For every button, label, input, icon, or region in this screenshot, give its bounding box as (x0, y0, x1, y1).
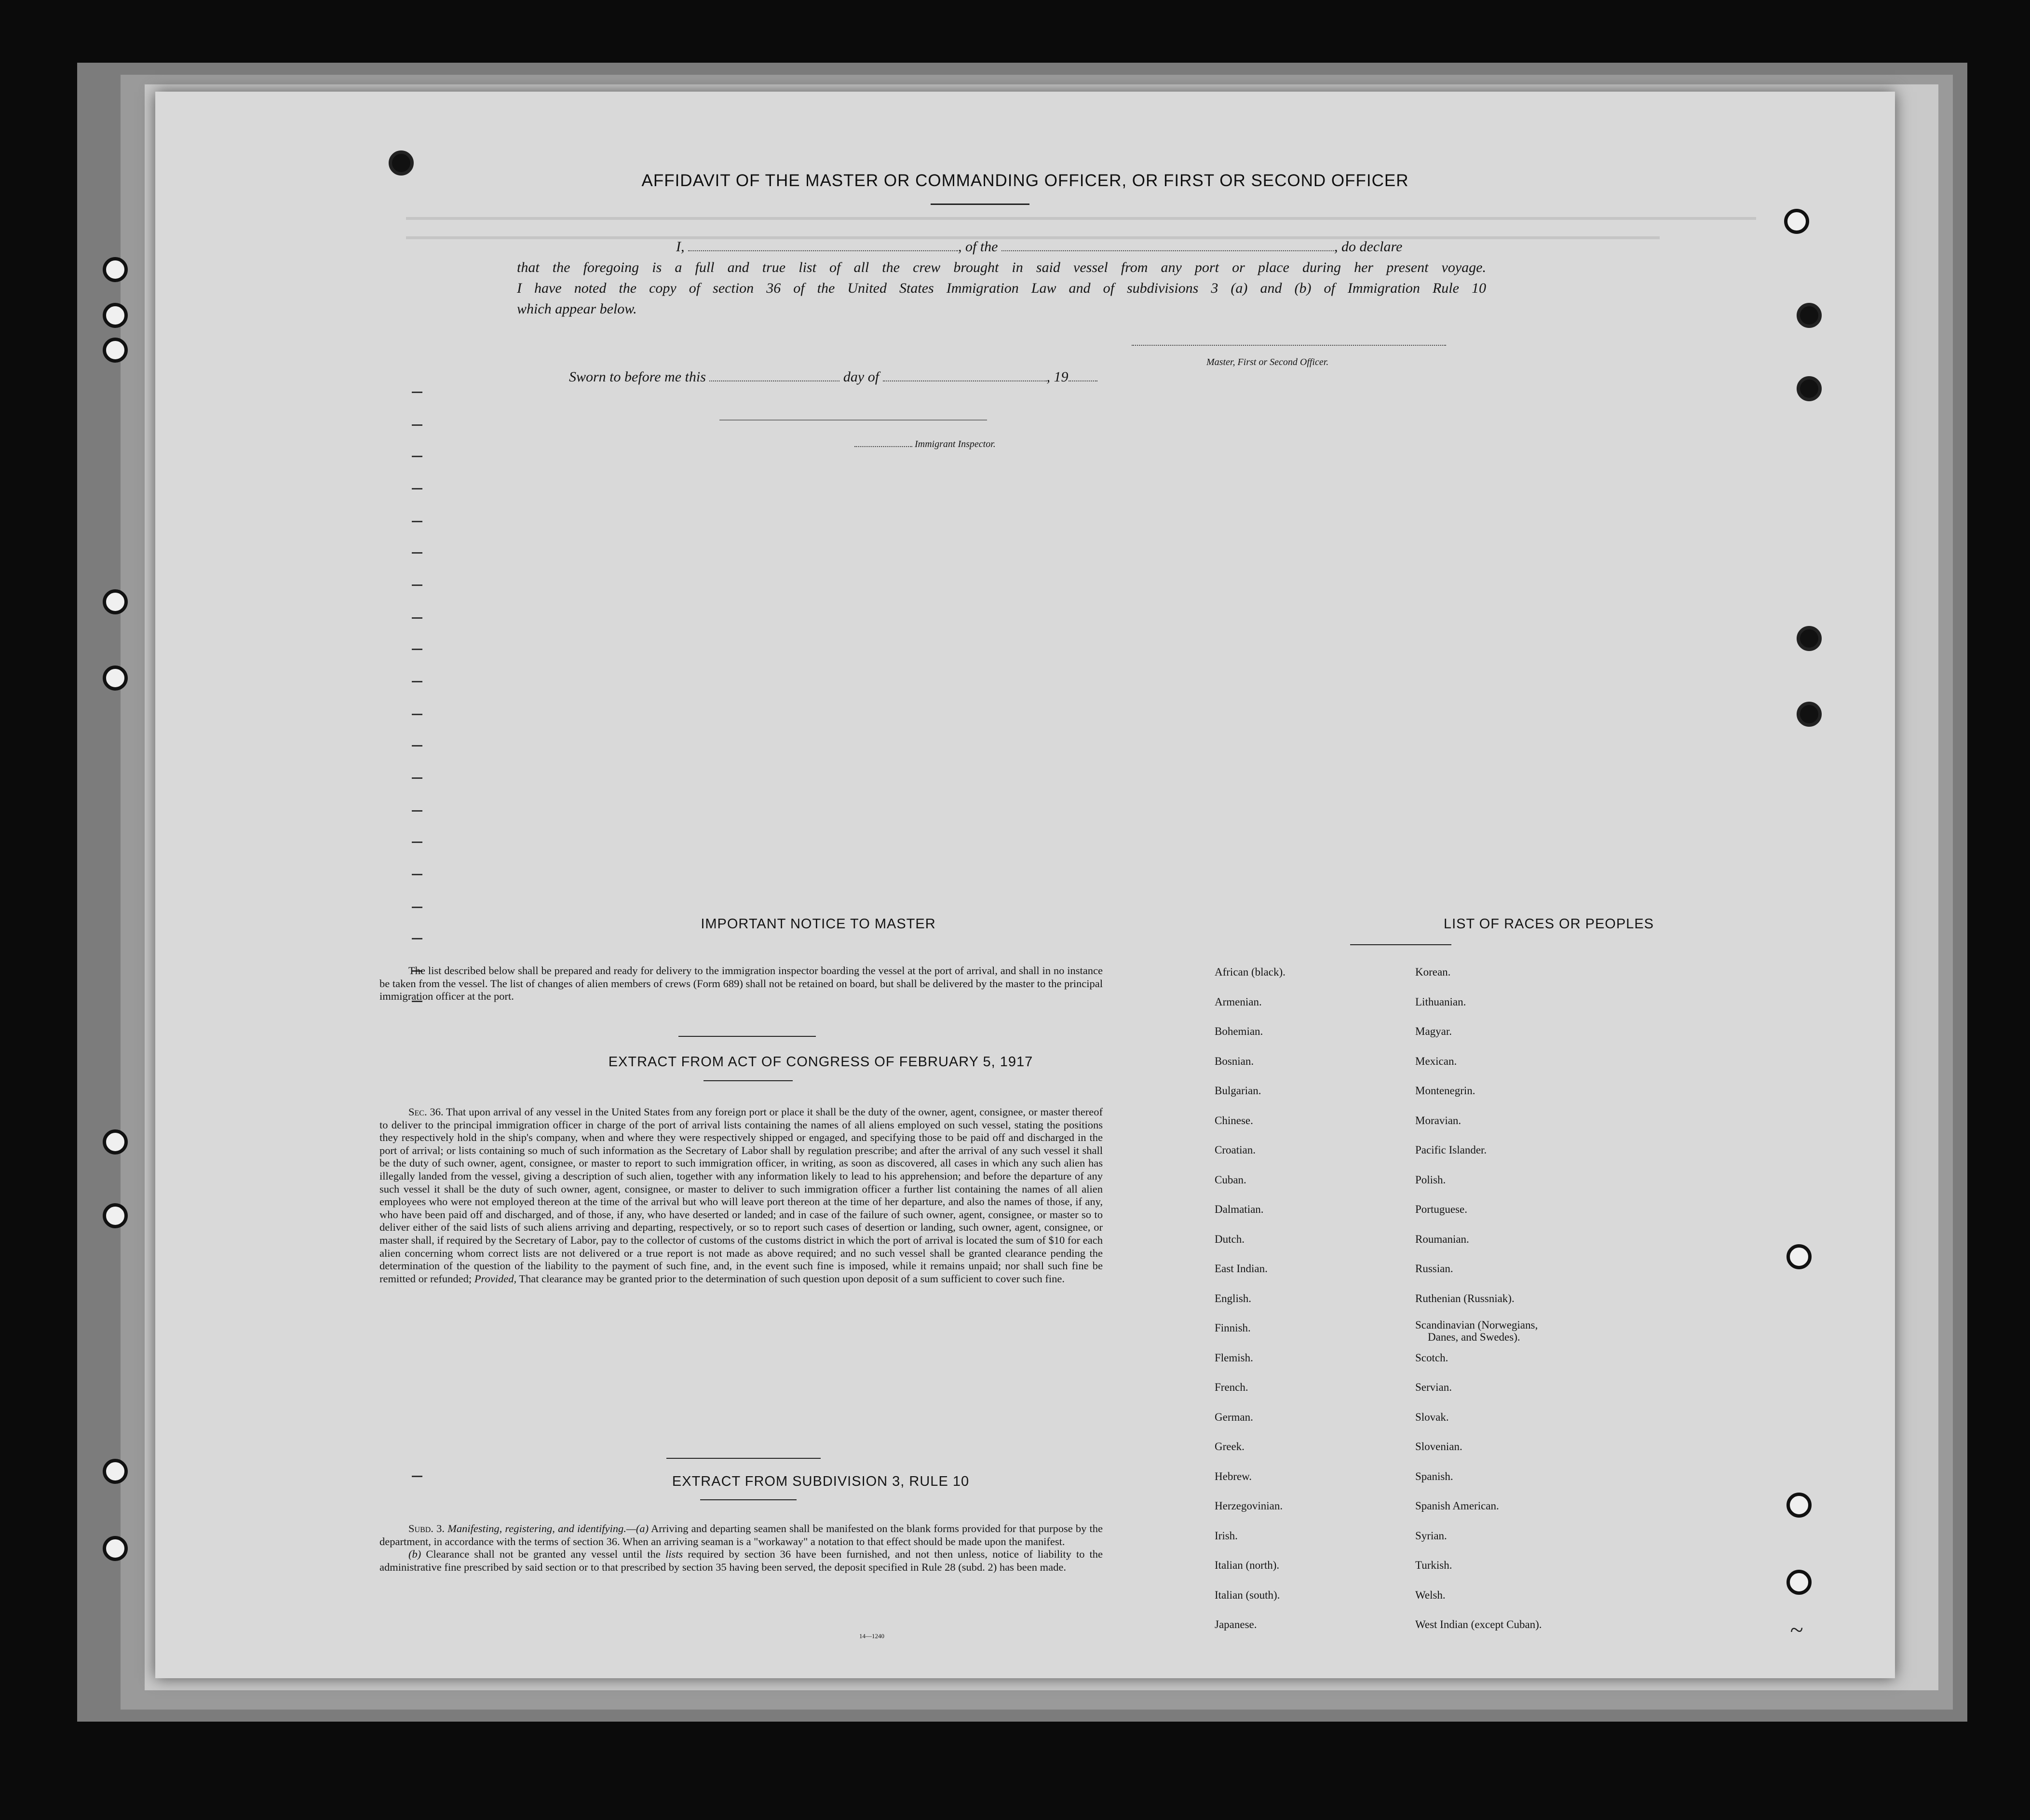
race-item: Korean. (1415, 966, 1451, 978)
margin-dash (412, 1476, 422, 1477)
margin-dash (412, 842, 422, 843)
affidavit-of: , of the (958, 239, 998, 255)
vessel-field[interactable] (1001, 238, 1334, 251)
provided-label: Provided, (474, 1272, 517, 1285)
race-item: Spanish American. (1415, 1500, 1499, 1512)
race-item: Dalmatian. (1215, 1203, 1264, 1215)
inspector-caption: Immigrant Inspector. (915, 439, 996, 449)
hole-icon (1786, 1493, 1812, 1518)
margin-dash (412, 584, 422, 586)
margin-dash (412, 745, 422, 747)
race-item: English. (1215, 1292, 1252, 1304)
race-item: Hebrew. (1215, 1470, 1252, 1482)
form-number: 14—1240 (859, 1632, 884, 1640)
race-item: Armenian. (1215, 995, 1262, 1008)
para-a: Arriving and departing seamen shall be manifested on the blank forms provided for that purpose by the department, in accordance with the terms of section 36. When an arriving seaman is a "workaway" a notation to that effect should be made upon the manifest. (379, 1522, 1103, 1548)
margin-dash (412, 649, 422, 650)
master-signature-line[interactable] (1132, 345, 1446, 346)
races-rule (1350, 944, 1451, 945)
subd-label: Subd. 3. (408, 1522, 445, 1535)
affidavit-line-2: that the foregoing is a full and true list of all the crew brought in said vessel from any port or place during her present voyage. (517, 259, 1486, 275)
rule-title: EXTRACT FROM SUBDIVISION 3, RULE 10 (672, 1474, 970, 1489)
race-item: Servian. (1415, 1381, 1452, 1393)
race-item: Croatian. (1215, 1144, 1256, 1156)
race-item: Japanese. (1215, 1618, 1257, 1630)
margin-dash (412, 810, 422, 812)
race-item: Bosnian. (1215, 1055, 1254, 1067)
race-item-scandinavian (1415, 1313, 1542, 1343)
race-item: East Indian. (1215, 1263, 1268, 1275)
subd-title: Manifesting, registering, and identifying.—(a) (447, 1522, 649, 1535)
race-item: German. (1215, 1411, 1253, 1423)
margin-dash (412, 681, 422, 682)
hole-icon (1797, 303, 1822, 328)
race-item: Herzegovinian. (1215, 1500, 1283, 1512)
margin-dash (412, 521, 422, 522)
notice-paragraph: The list described below shall be prepared and ready for delivery to the immigration inspector boarding the vessel at the port of arrival, and shall in no instance be taken from the vessel. The list of changes of alien members of crews (Form 689) shall not be retained on board, but shall be delivered by the master to the principal immigration officer at the port. (379, 964, 1103, 1003)
b-label: (b) (408, 1548, 421, 1561)
hole-icon (1786, 1244, 1812, 1269)
race-item-line: Danes, and Swedes). (1428, 1331, 1520, 1343)
hole-icon (103, 666, 128, 691)
margin-dash (412, 617, 422, 619)
affidavit-line-4: which appear below. (517, 301, 637, 317)
race-item: Welsh. (1415, 1589, 1446, 1601)
hole-icon (103, 1129, 128, 1154)
name-field[interactable] (688, 238, 958, 251)
margin-dash (412, 552, 422, 554)
act-title: EXTRACT FROM ACT OF CONGRESS OF FEBRUARY 5, 1917 (608, 1054, 1033, 1070)
act-tail: That clearance may be granted prior to the determination of such question upon deposit of a sum sufficient to cover such fine. (519, 1272, 1065, 1285)
hole-icon (103, 303, 128, 328)
race-item: Mexican. (1415, 1055, 1457, 1067)
hole-icon (103, 1536, 128, 1561)
race-item: Polish. (1415, 1173, 1446, 1186)
pencil-mark: ~ (1790, 1616, 1803, 1643)
races-column-1 (1215, 957, 1286, 1640)
affidavit-line-1 (517, 236, 1486, 257)
race-item: Bohemian. (1215, 1025, 1263, 1037)
inspector-dotted-line (854, 446, 912, 447)
race-item: Italian (south). (1215, 1589, 1280, 1601)
act-text: That upon arrival of any vessel in the United States from any foreign port or place it shall be the duty of the owner, agent, consignee, or master thereof to deliver to the principal immigration officer in charge of the port of arrival lists containing the names of all aliens employed on such vessel, stating the positions they respectively hold in the ship's company, when and where they were respectively shipped or engaged, and specifying those to be paid off and discharged in the port of arrival; or lists containing so much of such information as the Secretary of Labor shall by regulation prescribe; and after the arrival of any such vessel it shall be the duty of such owner, agent, consignee, or master to report to such immigration officer, in writing, as soon as discovered, all cases in which any such alien has illegally landed from the vessel, giving a description of such alien, together with any information likely to lead to his apprehension; and before the departure of any such vessel it shall be the duty of such owner, agent, consignee, or master to deliver to such immigration officer a further list containing the names of all alien employees who were not employed thereon at the time of the arrival but who will leave port thereon at the time of her departure, and also the names of those, if any, who have been paid off and discharged, and of those, if any, who have deserted or landed; and in case of the failure of such owner, agent, consignee, or master so to deliver either of the said lists of such aliens arriving and departing, respectively, or so to report such cases of desertion or landing, such owner, agent, consignee, or master shall, if required by the Secretary of Labor, pay to the collector of customs of the customs district in which the port of arrival is located the sum of $10 for each alien concerning whom correct lists are not delivered or a true report is not made as above required; and no such vessel shall be granted clearance pending the determination of the question of the liability to the payment of such fine, and, in the event such fine is imposed, while it remains unpaid; nor shall such fine be remitted or refunded; (379, 1106, 1103, 1285)
hole-icon (103, 1459, 128, 1484)
race-item: Cuban. (1215, 1173, 1246, 1186)
race-item: Finnish. (1215, 1322, 1251, 1334)
margin-dash (412, 456, 422, 457)
sworn-month-field[interactable] (883, 368, 1047, 381)
race-item: Chinese. (1215, 1114, 1253, 1127)
sworn-label: Sworn to before me this (569, 369, 706, 385)
affidavit-title: AFFIDAVIT OF THE MASTER OR COMMANDING OFFICER, OR FIRST OR SECOND OFFICER (641, 171, 1409, 190)
race-item: Scotch. (1415, 1351, 1448, 1364)
race-item: Syrian. (1415, 1529, 1447, 1542)
hole-icon (1797, 376, 1822, 401)
race-item: Roumanian. (1415, 1233, 1469, 1245)
race-item: West Indian (except Cuban). (1415, 1618, 1542, 1630)
margin-dash (412, 714, 422, 715)
para-b-end: required by section 36 have been furnished, and not then unless, notice of liability to the administrative fine prescribed by said section or to that prescribed by section 35 having been served, the deposit specified in Rule 28 (subd. 2) has been made. (379, 1548, 1103, 1573)
notice-title: IMPORTANT NOTICE TO MASTER (701, 916, 936, 932)
race-item: Magyar. (1415, 1025, 1452, 1037)
hole-icon (103, 338, 128, 363)
day-of-label: day of (843, 369, 880, 385)
race-item: Dutch. (1215, 1233, 1245, 1245)
race-item: Flemish. (1215, 1351, 1253, 1364)
margin-dash (412, 392, 422, 393)
race-item: Portuguese. (1415, 1203, 1467, 1215)
inspector-signature-line[interactable] (719, 420, 987, 421)
margin-dash (412, 777, 422, 779)
race-item: Slovak. (1415, 1411, 1449, 1423)
margin-dash (412, 424, 422, 426)
para-b-start: Clearance shall not be granted any vessel until the (426, 1548, 661, 1561)
sec-label: Sec. 36. (408, 1106, 444, 1118)
race-item: Bulgarian. (1215, 1085, 1261, 1097)
race-item: Slovenian. (1415, 1440, 1462, 1453)
affidavit-declare: , do declare (1334, 239, 1403, 255)
act-rule (704, 1080, 793, 1081)
race-item: Turkish. (1415, 1559, 1452, 1571)
race-item: Montenegrin. (1415, 1085, 1475, 1097)
hole-icon (389, 150, 414, 176)
race-item: Spanish. (1415, 1470, 1453, 1482)
lists-word: lists (665, 1548, 683, 1561)
margin-dash (412, 488, 422, 489)
act-end-rule (666, 1458, 821, 1459)
master-caption: Master, First or Second Officer. (1206, 357, 1329, 367)
race-item-line: Scandinavian (Norwegians, (1415, 1319, 1538, 1331)
rule-body (379, 1522, 1103, 1574)
race-item: Irish. (1215, 1529, 1238, 1542)
sworn-line (569, 367, 1340, 387)
margin-dash (412, 874, 422, 875)
race-item: Lithuanian. (1415, 995, 1466, 1008)
races-column-2 (1415, 957, 1542, 1640)
race-item: Greek. (1215, 1440, 1245, 1453)
race-item: French. (1215, 1381, 1248, 1393)
hole-icon (1784, 209, 1809, 234)
race-item: Moravian. (1415, 1114, 1462, 1127)
hole-icon (1797, 702, 1822, 727)
year-field[interactable] (1069, 368, 1097, 381)
title-rule (931, 204, 1029, 205)
margin-dash (412, 938, 422, 939)
races-title: LIST OF RACES OR PEOPLES (1443, 916, 1654, 932)
margin-dash (412, 907, 422, 908)
race-item: Russian. (1415, 1263, 1453, 1275)
manifest-page (155, 92, 1895, 1678)
notice-body (379, 964, 1103, 1003)
act-body (379, 1106, 1103, 1285)
affidavit-i: I, (676, 239, 685, 255)
year-label: , 19 (1046, 369, 1069, 385)
hole-icon (103, 1203, 128, 1228)
notice-rule (678, 1036, 816, 1037)
hole-icon (1797, 626, 1822, 651)
race-item: Ruthenian (Russniak). (1415, 1292, 1515, 1304)
hole-icon (1786, 1570, 1812, 1595)
hole-icon (103, 589, 128, 614)
rule-rule (700, 1499, 797, 1500)
bleed-through-line (406, 217, 1756, 220)
race-item: Italian (north). (1215, 1559, 1280, 1571)
sworn-day-field[interactable] (709, 368, 839, 381)
hole-icon (103, 257, 128, 282)
affidavit-line-3: I have noted the copy of section 36 of the United States Immigration Law and of subdivisions 3 (a) and (b) of Immigration Rule 10 (517, 280, 1486, 296)
race-item: Pacific Islander. (1415, 1144, 1487, 1156)
race-item: African (black). (1215, 966, 1286, 978)
